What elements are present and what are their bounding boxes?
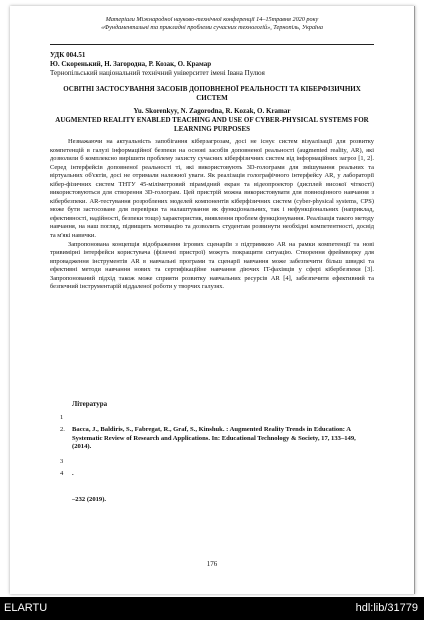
title-en: AUGMENTED REALITY ENABLED TEACHING AND USE OF CYBER-PHYSICAL SYSTEMS FOR LEARNING PURPOSES <box>55 116 369 133</box>
document-page <box>10 6 415 594</box>
paragraph: Запропонована концепція відображення ігрових сценаріїв з підтримкою AR на рамки компетенції та нові тривимірні інтерфейси користувача (фізичні пристрої) можуть покращити ситуацію. Створення фреймворку для впровадження інструментів AR в навчальні програми та сценарії навчання може забезпечити більш швидкі та ефективні методи навчання нових та сертифікаційне навчання діючих IT-фахівців у сфері кібербезпеки [3]. Запропонований підхід також може сприяти розвитку навчальних ресурсів AR [4], забезпечити ефективний та безпечний інструментарій віддаленої роботи у творчих галузях. <box>50 240 374 291</box>
reference-number: 3 <box>60 458 64 465</box>
reference-number: 2. <box>60 426 65 433</box>
reference-text: Bacca, J., Baldiris, S., Fabregat, R., Graf, S., Kinshuk. : Augmented Reality Trends in Education: A Systematic Review of Research and Applications. In: Educational Technology & Society, 17, 133–149, (2014). <box>72 426 356 451</box>
reference-text: . <box>72 470 74 477</box>
header-line-2: «Фундаментальні та прикладні проблеми сучасних технологій», Тернопіль, Україна <box>101 24 323 31</box>
paragraph: Незважаючи на актуальність запобігання кіберзагрозам, досі не існує систем візуалізації для розвитку компетенцій в галузі інформаційної безпеки на основі засобів доповненої реальності (augmented reality, AR), які дозволили б комплексно вирішити проблему захисту сучасних кіберфізичних систем від інформаційних загроз [1, 2]. Серед інтерфейсів доповненої реальності ті, які використовують 3D-голограми для змішування реальних та віртуальних об'єктів, досі не отримали належної уваги. Як реалізація голографічного інтерфейсу AR, у лабораторії кібер-фізичних систем ТНТУ 45-міліметровий пірамідний екран та відеопроектор (дисплей високої чіткості) використовуються для створення 3D-голограм. Цей пристрій можна використовувати для повноцінного навчання з кібербезпеки. AR-тестування розроблених моделей компонентів кіберфізичних систем (cyber-physical systems, CPS) може бути застосоване для перевірки та налаштування як функціональних, так і нефункціональних (наприклад, ефективності, надійності, безпеки тощо) характеристик, виявлення проблем функціонування. Реалізація такого методу навчання, на наш погляд, підвищить мотивацію та дозволить студентам розвинути необхідні компетентності, досвід та м'які навички. <box>50 138 374 240</box>
reference-item <box>60 426 370 452</box>
reference-number: 1 <box>60 414 64 421</box>
conference-header <box>50 16 374 32</box>
page-number: 176 <box>206 560 218 568</box>
repository-footer <box>0 597 424 620</box>
repository-name: ELARTU <box>4 602 48 614</box>
authors-uk: Ю. Скоренький, Н. Загородна, Р. Козак, О. Крамар <box>50 60 212 68</box>
handle-id: hdl:lib/31779 <box>355 602 418 614</box>
title-uk: ОСВІТНІ ЗАСТОСУВАННЯ ЗАСОБІВ ДОПОВНЕНОЇ РЕАЛЬНОСТІ ТА КІБЕРФІЗИЧНИХ СИСТЕМ <box>63 85 361 102</box>
affiliation: Тернопільський національний технічний університет імені Івана Пулюя <box>50 69 265 77</box>
reference-number: 4 <box>60 470 64 477</box>
udk-code: УДК 004.51 <box>50 51 86 59</box>
body-text <box>50 138 374 292</box>
reference-item <box>60 496 370 505</box>
reference-text: –232 (2019). <box>72 496 107 503</box>
references-title: Література <box>72 400 108 408</box>
reference-item <box>60 470 370 479</box>
header-line-1: Матеріали Міжнародної науково-технічної конференції 14–15травня 2020 року <box>105 16 319 23</box>
header-rule <box>50 44 374 45</box>
authors-en: Yu. Skorenkyy, N. Zagorodna, R. Kozak, O. Kramar <box>133 107 291 115</box>
